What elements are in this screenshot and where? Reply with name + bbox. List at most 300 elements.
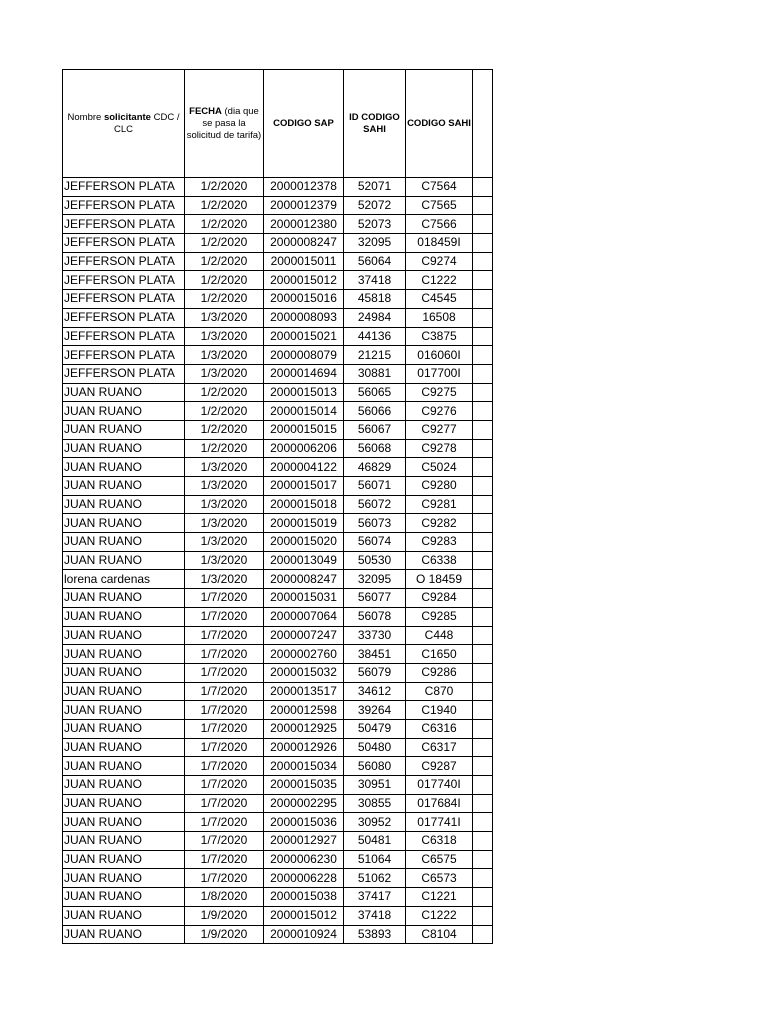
cell-empty bbox=[473, 813, 493, 832]
cell-codigo-sahi: C5024 bbox=[406, 458, 473, 477]
cell-empty bbox=[473, 888, 493, 907]
cell-nombre: JUAN RUANO bbox=[63, 813, 185, 832]
cell-codigo-sap: 2000015012 bbox=[264, 271, 344, 290]
cell-codigo-sap: 2000015035 bbox=[264, 776, 344, 795]
table-row bbox=[63, 364, 493, 383]
cell-empty bbox=[473, 420, 493, 439]
table-row bbox=[63, 719, 493, 738]
cell-codigo-sap: 2000015034 bbox=[264, 757, 344, 776]
table-row bbox=[63, 439, 493, 458]
cell-nombre: JUAN RUANO bbox=[63, 589, 185, 608]
cell-nombre: JUAN RUANO bbox=[63, 682, 185, 701]
table-row bbox=[63, 402, 493, 421]
cell-empty bbox=[473, 234, 493, 253]
cell-nombre: JUAN RUANO bbox=[63, 663, 185, 682]
cell-nombre: JUAN RUANO bbox=[63, 776, 185, 795]
cell-id-codigo-sahi: 56067 bbox=[344, 420, 406, 439]
cell-nombre: JUAN RUANO bbox=[63, 477, 185, 496]
cell-fecha: 1/7/2020 bbox=[185, 813, 264, 832]
header-id-codigo-sahi bbox=[344, 70, 406, 178]
cell-codigo-sap: 2000007247 bbox=[264, 626, 344, 645]
table-row bbox=[63, 551, 493, 570]
header-text-bold: solicitante bbox=[103, 111, 151, 123]
cell-empty bbox=[473, 533, 493, 552]
cell-empty bbox=[473, 327, 493, 346]
cell-codigo-sahi: C9286 bbox=[406, 663, 473, 682]
cell-nombre: JUAN RUANO bbox=[63, 794, 185, 813]
cell-empty bbox=[473, 663, 493, 682]
cell-id-codigo-sahi: 50479 bbox=[344, 719, 406, 738]
cell-empty bbox=[473, 439, 493, 458]
cell-fecha: 1/3/2020 bbox=[185, 308, 264, 327]
cell-nombre: JUAN RUANO bbox=[63, 738, 185, 757]
cell-empty bbox=[473, 906, 493, 925]
cell-fecha: 1/3/2020 bbox=[185, 327, 264, 346]
cell-nombre: lorena cardenas bbox=[63, 570, 185, 589]
cell-nombre: JUAN RUANO bbox=[63, 925, 185, 944]
cell-codigo-sap: 2000010924 bbox=[264, 925, 344, 944]
header-text: Nombre bbox=[67, 111, 104, 123]
cell-codigo-sahi: 017700I bbox=[406, 364, 473, 383]
cell-id-codigo-sahi: 30881 bbox=[344, 364, 406, 383]
cell-nombre: JUAN RUANO bbox=[63, 626, 185, 645]
cell-nombre: JUAN RUANO bbox=[63, 719, 185, 738]
cell-id-codigo-sahi: 44136 bbox=[344, 327, 406, 346]
cell-empty bbox=[473, 495, 493, 514]
cell-id-codigo-sahi: 45818 bbox=[344, 290, 406, 309]
table-body bbox=[63, 178, 493, 944]
cell-empty bbox=[473, 589, 493, 608]
cell-empty bbox=[473, 682, 493, 701]
cell-codigo-sap: 2000015038 bbox=[264, 888, 344, 907]
cell-fecha: 1/3/2020 bbox=[185, 514, 264, 533]
cell-id-codigo-sahi: 56065 bbox=[344, 383, 406, 402]
cell-nombre: JUAN RUANO bbox=[63, 888, 185, 907]
cell-empty bbox=[473, 402, 493, 421]
cell-id-codigo-sahi: 53893 bbox=[344, 925, 406, 944]
cell-codigo-sahi: C9278 bbox=[406, 439, 473, 458]
table-row bbox=[63, 832, 493, 851]
table-row bbox=[63, 346, 493, 365]
cell-nombre: JUAN RUANO bbox=[63, 906, 185, 925]
cell-id-codigo-sahi: 34612 bbox=[344, 682, 406, 701]
cell-nombre: JEFFERSON PLATA bbox=[63, 234, 185, 253]
cell-codigo-sahi: C7564 bbox=[406, 178, 473, 197]
header-row bbox=[63, 70, 493, 178]
cell-id-codigo-sahi: 56072 bbox=[344, 495, 406, 514]
cell-codigo-sahi: C3875 bbox=[406, 327, 473, 346]
header-fecha bbox=[185, 70, 264, 178]
cell-fecha: 1/2/2020 bbox=[185, 252, 264, 271]
cell-nombre: JEFFERSON PLATA bbox=[63, 364, 185, 383]
cell-id-codigo-sahi: 56068 bbox=[344, 439, 406, 458]
cell-fecha: 1/7/2020 bbox=[185, 589, 264, 608]
cell-fecha: 1/7/2020 bbox=[185, 701, 264, 720]
cell-codigo-sap: 2000015018 bbox=[264, 495, 344, 514]
header-empty bbox=[473, 70, 493, 178]
cell-codigo-sahi: C9277 bbox=[406, 420, 473, 439]
cell-codigo-sap: 2000007064 bbox=[264, 607, 344, 626]
cell-empty bbox=[473, 290, 493, 309]
cell-codigo-sap: 2000015032 bbox=[264, 663, 344, 682]
cell-codigo-sap: 2000002760 bbox=[264, 645, 344, 664]
cell-empty bbox=[473, 794, 493, 813]
cell-codigo-sahi: C1222 bbox=[406, 906, 473, 925]
cell-nombre: JEFFERSON PLATA bbox=[63, 327, 185, 346]
cell-id-codigo-sahi: 37418 bbox=[344, 271, 406, 290]
cell-id-codigo-sahi: 56079 bbox=[344, 663, 406, 682]
cell-nombre: JUAN RUANO bbox=[63, 383, 185, 402]
cell-fecha: 1/7/2020 bbox=[185, 663, 264, 682]
cell-codigo-sahi: C6317 bbox=[406, 738, 473, 757]
cell-fecha: 1/7/2020 bbox=[185, 719, 264, 738]
table-row bbox=[63, 383, 493, 402]
header-text-bold: ID CODIGO SAHI bbox=[349, 111, 400, 135]
cell-empty bbox=[473, 701, 493, 720]
table-row bbox=[63, 925, 493, 944]
cell-empty bbox=[473, 252, 493, 271]
cell-codigo-sap: 2000013049 bbox=[264, 551, 344, 570]
spreadsheet-table bbox=[62, 69, 493, 944]
cell-id-codigo-sahi: 51062 bbox=[344, 869, 406, 888]
cell-codigo-sap: 2000015017 bbox=[264, 477, 344, 496]
cell-codigo-sap: 2000004122 bbox=[264, 458, 344, 477]
cell-empty bbox=[473, 738, 493, 757]
cell-empty bbox=[473, 458, 493, 477]
header-nombre-solicitante bbox=[63, 70, 185, 178]
cell-codigo-sap: 2000015036 bbox=[264, 813, 344, 832]
cell-empty bbox=[473, 850, 493, 869]
table-row bbox=[63, 701, 493, 720]
cell-id-codigo-sahi: 50480 bbox=[344, 738, 406, 757]
cell-fecha: 1/9/2020 bbox=[185, 906, 264, 925]
cell-id-codigo-sahi: 56071 bbox=[344, 477, 406, 496]
cell-empty bbox=[473, 514, 493, 533]
cell-id-codigo-sahi: 30952 bbox=[344, 813, 406, 832]
cell-codigo-sahi: C7566 bbox=[406, 215, 473, 234]
cell-fecha: 1/3/2020 bbox=[185, 364, 264, 383]
table-row bbox=[63, 888, 493, 907]
table-row bbox=[63, 869, 493, 888]
cell-nombre: JEFFERSON PLATA bbox=[63, 215, 185, 234]
table-row bbox=[63, 477, 493, 496]
cell-fecha: 1/7/2020 bbox=[185, 626, 264, 645]
cell-nombre: JUAN RUANO bbox=[63, 645, 185, 664]
cell-empty bbox=[473, 570, 493, 589]
cell-id-codigo-sahi: 56066 bbox=[344, 402, 406, 421]
table-row bbox=[63, 682, 493, 701]
cell-fecha: 1/3/2020 bbox=[185, 458, 264, 477]
cell-codigo-sap: 2000013517 bbox=[264, 682, 344, 701]
table-row bbox=[63, 663, 493, 682]
cell-nombre: JUAN RUANO bbox=[63, 701, 185, 720]
cell-empty bbox=[473, 869, 493, 888]
cell-codigo-sap: 2000012378 bbox=[264, 178, 344, 197]
cell-id-codigo-sahi: 52071 bbox=[344, 178, 406, 197]
cell-fecha: 1/2/2020 bbox=[185, 271, 264, 290]
cell-id-codigo-sahi: 32095 bbox=[344, 234, 406, 253]
table-row bbox=[63, 626, 493, 645]
cell-fecha: 1/9/2020 bbox=[185, 925, 264, 944]
table-row bbox=[63, 776, 493, 795]
cell-codigo-sap: 2000014694 bbox=[264, 364, 344, 383]
cell-codigo-sahi: C6316 bbox=[406, 719, 473, 738]
cell-codigo-sahi: 017684I bbox=[406, 794, 473, 813]
table-row bbox=[63, 589, 493, 608]
cell-codigo-sahi: C1940 bbox=[406, 701, 473, 720]
cell-codigo-sahi: C9282 bbox=[406, 514, 473, 533]
cell-nombre: JUAN RUANO bbox=[63, 832, 185, 851]
cell-empty bbox=[473, 776, 493, 795]
cell-codigo-sahi: 017740I bbox=[406, 776, 473, 795]
cell-fecha: 1/7/2020 bbox=[185, 794, 264, 813]
cell-codigo-sahi: C870 bbox=[406, 682, 473, 701]
header-text: CDC / CLC bbox=[113, 111, 180, 135]
table-row bbox=[63, 570, 493, 589]
cell-id-codigo-sahi: 56074 bbox=[344, 533, 406, 552]
cell-id-codigo-sahi: 56078 bbox=[344, 607, 406, 626]
cell-nombre: JEFFERSON PLATA bbox=[63, 346, 185, 365]
cell-fecha: 1/2/2020 bbox=[185, 290, 264, 309]
table-row bbox=[63, 196, 493, 215]
cell-codigo-sap: 2000012379 bbox=[264, 196, 344, 215]
cell-empty bbox=[473, 925, 493, 944]
cell-codigo-sap: 2000012925 bbox=[264, 719, 344, 738]
table-row bbox=[63, 738, 493, 757]
cell-id-codigo-sahi: 38451 bbox=[344, 645, 406, 664]
cell-empty bbox=[473, 757, 493, 776]
cell-fecha: 1/7/2020 bbox=[185, 776, 264, 795]
cell-id-codigo-sahi: 52072 bbox=[344, 196, 406, 215]
cell-codigo-sahi: 017741I bbox=[406, 813, 473, 832]
cell-codigo-sahi: C9281 bbox=[406, 495, 473, 514]
header-codigo-sahi bbox=[406, 70, 473, 178]
header-text-bold: FECHA bbox=[189, 105, 222, 117]
cell-id-codigo-sahi: 30855 bbox=[344, 794, 406, 813]
table-row bbox=[63, 757, 493, 776]
cell-nombre: JUAN RUANO bbox=[63, 458, 185, 477]
cell-fecha: 1/7/2020 bbox=[185, 869, 264, 888]
cell-empty bbox=[473, 178, 493, 197]
cell-nombre: JUAN RUANO bbox=[63, 869, 185, 888]
cell-nombre: JUAN RUANO bbox=[63, 420, 185, 439]
cell-fecha: 1/8/2020 bbox=[185, 888, 264, 907]
header-text-bold: CODIGO SAP bbox=[273, 117, 334, 129]
cell-nombre: JEFFERSON PLATA bbox=[63, 290, 185, 309]
cell-empty bbox=[473, 196, 493, 215]
cell-empty bbox=[473, 551, 493, 570]
cell-codigo-sahi: C9276 bbox=[406, 402, 473, 421]
table-row bbox=[63, 178, 493, 197]
table-row bbox=[63, 252, 493, 271]
cell-fecha: 1/7/2020 bbox=[185, 645, 264, 664]
cell-codigo-sahi: 16508 bbox=[406, 308, 473, 327]
cell-codigo-sap: 2000006230 bbox=[264, 850, 344, 869]
cell-nombre: JUAN RUANO bbox=[63, 850, 185, 869]
cell-fecha: 1/7/2020 bbox=[185, 682, 264, 701]
table-row bbox=[63, 850, 493, 869]
cell-empty bbox=[473, 346, 493, 365]
cell-codigo-sahi: C9283 bbox=[406, 533, 473, 552]
cell-fecha: 1/7/2020 bbox=[185, 607, 264, 626]
table-row bbox=[63, 533, 493, 552]
cell-id-codigo-sahi: 56077 bbox=[344, 589, 406, 608]
cell-codigo-sap: 2000008247 bbox=[264, 234, 344, 253]
table-row bbox=[63, 514, 493, 533]
table-row bbox=[63, 794, 493, 813]
cell-nombre: JUAN RUANO bbox=[63, 402, 185, 421]
cell-nombre: JEFFERSON PLATA bbox=[63, 308, 185, 327]
cell-fecha: 1/2/2020 bbox=[185, 234, 264, 253]
cell-nombre: JUAN RUANO bbox=[63, 757, 185, 776]
cell-codigo-sap: 2000015016 bbox=[264, 290, 344, 309]
header-text-bold: CODIGO SAHI bbox=[407, 117, 471, 129]
cell-codigo-sahi: C9284 bbox=[406, 589, 473, 608]
cell-empty bbox=[473, 719, 493, 738]
cell-id-codigo-sahi: 24984 bbox=[344, 308, 406, 327]
cell-empty bbox=[473, 364, 493, 383]
cell-codigo-sap: 2000006228 bbox=[264, 869, 344, 888]
cell-codigo-sahi: C9285 bbox=[406, 607, 473, 626]
cell-id-codigo-sahi: 21215 bbox=[344, 346, 406, 365]
cell-codigo-sap: 2000015031 bbox=[264, 589, 344, 608]
cell-fecha: 1/2/2020 bbox=[185, 420, 264, 439]
cell-codigo-sap: 2000002295 bbox=[264, 794, 344, 813]
cell-nombre: JUAN RUANO bbox=[63, 533, 185, 552]
cell-id-codigo-sahi: 32095 bbox=[344, 570, 406, 589]
header-text: (dia que se pasa la solicitud de tarifa) bbox=[186, 105, 262, 141]
cell-codigo-sahi: C9274 bbox=[406, 252, 473, 271]
cell-fecha: 1/3/2020 bbox=[185, 477, 264, 496]
cell-fecha: 1/3/2020 bbox=[185, 495, 264, 514]
cell-empty bbox=[473, 626, 493, 645]
cell-codigo-sap: 2000015012 bbox=[264, 906, 344, 925]
cell-codigo-sap: 2000008093 bbox=[264, 308, 344, 327]
cell-fecha: 1/2/2020 bbox=[185, 439, 264, 458]
table-row bbox=[63, 607, 493, 626]
cell-empty bbox=[473, 645, 493, 664]
cell-codigo-sap: 2000012926 bbox=[264, 738, 344, 757]
cell-fecha: 1/7/2020 bbox=[185, 832, 264, 851]
cell-codigo-sahi: O 18459 bbox=[406, 570, 473, 589]
table-row bbox=[63, 458, 493, 477]
cell-fecha: 1/3/2020 bbox=[185, 551, 264, 570]
cell-empty bbox=[473, 215, 493, 234]
cell-codigo-sap: 2000015014 bbox=[264, 402, 344, 421]
cell-codigo-sahi: 016060I bbox=[406, 346, 473, 365]
table-row bbox=[63, 495, 493, 514]
cell-id-codigo-sahi: 50481 bbox=[344, 832, 406, 851]
cell-id-codigo-sahi: 46829 bbox=[344, 458, 406, 477]
cell-codigo-sap: 2000015021 bbox=[264, 327, 344, 346]
cell-id-codigo-sahi: 56080 bbox=[344, 757, 406, 776]
cell-codigo-sap: 2000012927 bbox=[264, 832, 344, 851]
table-row bbox=[63, 906, 493, 925]
cell-empty bbox=[473, 477, 493, 496]
cell-id-codigo-sahi: 50530 bbox=[344, 551, 406, 570]
cell-fecha: 1/2/2020 bbox=[185, 383, 264, 402]
cell-id-codigo-sahi: 56073 bbox=[344, 514, 406, 533]
cell-codigo-sahi: C448 bbox=[406, 626, 473, 645]
cell-nombre: JUAN RUANO bbox=[63, 514, 185, 533]
cell-id-codigo-sahi: 56064 bbox=[344, 252, 406, 271]
table-row bbox=[63, 234, 493, 253]
cell-codigo-sahi: C4545 bbox=[406, 290, 473, 309]
cell-fecha: 1/3/2020 bbox=[185, 570, 264, 589]
cell-nombre: JEFFERSON PLATA bbox=[63, 271, 185, 290]
cell-codigo-sap: 2000006206 bbox=[264, 439, 344, 458]
cell-codigo-sahi: C6318 bbox=[406, 832, 473, 851]
table-row bbox=[63, 813, 493, 832]
cell-fecha: 1/7/2020 bbox=[185, 757, 264, 776]
cell-codigo-sap: 2000008247 bbox=[264, 570, 344, 589]
cell-id-codigo-sahi: 37417 bbox=[344, 888, 406, 907]
cell-codigo-sahi: C7565 bbox=[406, 196, 473, 215]
cell-fecha: 1/2/2020 bbox=[185, 196, 264, 215]
cell-codigo-sap: 2000008079 bbox=[264, 346, 344, 365]
table-row bbox=[63, 290, 493, 309]
cell-fecha: 1/7/2020 bbox=[185, 850, 264, 869]
cell-codigo-sahi: C1221 bbox=[406, 888, 473, 907]
header-codigo-sap bbox=[264, 70, 344, 178]
cell-codigo-sahi: C6575 bbox=[406, 850, 473, 869]
cell-codigo-sahi: C9275 bbox=[406, 383, 473, 402]
cell-nombre: JUAN RUANO bbox=[63, 607, 185, 626]
cell-nombre: JEFFERSON PLATA bbox=[63, 178, 185, 197]
cell-id-codigo-sahi: 39264 bbox=[344, 701, 406, 720]
cell-codigo-sahi: C9280 bbox=[406, 477, 473, 496]
cell-codigo-sap: 2000015011 bbox=[264, 252, 344, 271]
cell-nombre: JUAN RUANO bbox=[63, 495, 185, 514]
cell-codigo-sahi: C1650 bbox=[406, 645, 473, 664]
cell-fecha: 1/7/2020 bbox=[185, 738, 264, 757]
cell-empty bbox=[473, 383, 493, 402]
cell-codigo-sap: 2000015015 bbox=[264, 420, 344, 439]
cell-id-codigo-sahi: 33730 bbox=[344, 626, 406, 645]
cell-empty bbox=[473, 308, 493, 327]
cell-codigo-sahi: C6573 bbox=[406, 869, 473, 888]
table-row bbox=[63, 645, 493, 664]
cell-fecha: 1/2/2020 bbox=[185, 178, 264, 197]
cell-codigo-sahi: C8104 bbox=[406, 925, 473, 944]
cell-fecha: 1/2/2020 bbox=[185, 402, 264, 421]
cell-codigo-sahi: 018459I bbox=[406, 234, 473, 253]
cell-codigo-sap: 2000015020 bbox=[264, 533, 344, 552]
table-row bbox=[63, 271, 493, 290]
cell-nombre: JUAN RUANO bbox=[63, 551, 185, 570]
table-row bbox=[63, 308, 493, 327]
cell-codigo-sap: 2000012598 bbox=[264, 701, 344, 720]
table-row bbox=[63, 327, 493, 346]
cell-nombre: JUAN RUANO bbox=[63, 439, 185, 458]
cell-fecha: 1/2/2020 bbox=[185, 215, 264, 234]
cell-id-codigo-sahi: 52073 bbox=[344, 215, 406, 234]
cell-empty bbox=[473, 271, 493, 290]
cell-codigo-sap: 2000012380 bbox=[264, 215, 344, 234]
cell-id-codigo-sahi: 51064 bbox=[344, 850, 406, 869]
cell-codigo-sap: 2000015013 bbox=[264, 383, 344, 402]
cell-nombre: JEFFERSON PLATA bbox=[63, 252, 185, 271]
table-row bbox=[63, 420, 493, 439]
cell-id-codigo-sahi: 37418 bbox=[344, 906, 406, 925]
cell-fecha: 1/3/2020 bbox=[185, 533, 264, 552]
cell-codigo-sahi: C1222 bbox=[406, 271, 473, 290]
cell-fecha: 1/3/2020 bbox=[185, 346, 264, 365]
table-row bbox=[63, 215, 493, 234]
cell-empty bbox=[473, 832, 493, 851]
cell-empty bbox=[473, 607, 493, 626]
cell-nombre: JEFFERSON PLATA bbox=[63, 196, 185, 215]
